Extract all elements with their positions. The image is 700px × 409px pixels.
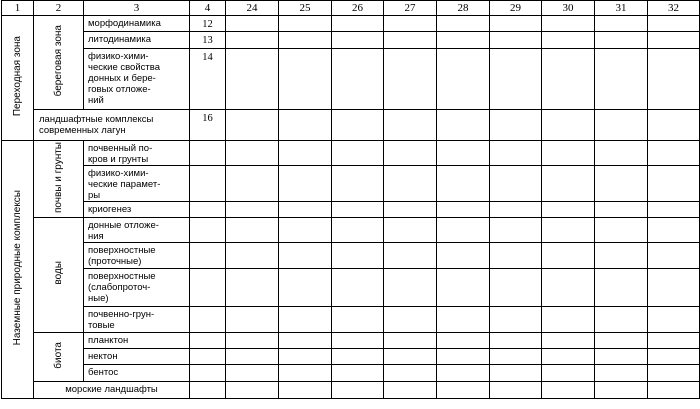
- empty-cell: [226, 49, 279, 110]
- empty-cell: [226, 243, 279, 269]
- empty-cell: [490, 382, 542, 399]
- header-cell: 26: [332, 1, 384, 16]
- empty-cell: [542, 365, 595, 382]
- subgroup-label-coastal-zone: береговая зона: [34, 16, 84, 110]
- empty-cell: [490, 365, 542, 382]
- empty-cell: [384, 202, 437, 218]
- empty-cell: [226, 382, 279, 399]
- table-row: [2, 333, 700, 349]
- header-cell: 29: [490, 1, 542, 16]
- empty-cell: [542, 202, 595, 218]
- empty-cell: [542, 333, 595, 349]
- empty-cell: [226, 202, 279, 218]
- empty-cell: [384, 16, 437, 32]
- empty-cell: [595, 365, 648, 382]
- empty-cell: [542, 166, 595, 202]
- empty-cell: [542, 110, 595, 141]
- empty-cell: [595, 269, 648, 307]
- subgroup-label-waters: воды: [34, 218, 84, 333]
- empty-cell: [542, 32, 595, 49]
- empty-cell: [226, 333, 279, 349]
- empty-cell: [490, 166, 542, 202]
- row-name: нектон: [84, 349, 190, 365]
- row-number: 12: [190, 16, 226, 32]
- empty-cell: [490, 49, 542, 110]
- empty-cell: [595, 32, 648, 49]
- row-name: поверхностные (слабопроточ- ные): [84, 269, 190, 307]
- empty-cell: [648, 382, 700, 399]
- empty-cell: [279, 218, 332, 243]
- empty-cell: [490, 269, 542, 307]
- empty-cell: [384, 382, 437, 399]
- empty-cell: [437, 141, 490, 166]
- empty-cell: [595, 333, 648, 349]
- table-row: [2, 269, 700, 307]
- header-cell: 4: [190, 1, 226, 16]
- table-row: [2, 202, 700, 218]
- table-row: [2, 382, 700, 399]
- empty-cell: [490, 16, 542, 32]
- empty-cell: [384, 333, 437, 349]
- empty-cell: [648, 269, 700, 307]
- empty-cell: [595, 141, 648, 166]
- data-table: [1, 0, 700, 399]
- empty-cell: [384, 349, 437, 365]
- empty-cell: [226, 32, 279, 49]
- empty-cell: [648, 333, 700, 349]
- empty-cell: [332, 243, 384, 269]
- row-name: донные отложе- ния: [84, 218, 190, 243]
- empty-cell: [190, 243, 226, 269]
- row-name: поверхностные (проточные): [84, 243, 190, 269]
- empty-cell: [490, 202, 542, 218]
- row-name: планктон: [84, 333, 190, 349]
- empty-cell: [190, 382, 226, 399]
- empty-cell: [226, 307, 279, 333]
- empty-cell: [190, 365, 226, 382]
- header-cell: 30: [542, 1, 595, 16]
- empty-cell: [437, 16, 490, 32]
- empty-cell: [226, 166, 279, 202]
- table-row: [2, 365, 700, 382]
- empty-cell: [542, 218, 595, 243]
- empty-cell: [279, 307, 332, 333]
- empty-cell: [437, 32, 490, 49]
- table-row: [2, 16, 700, 32]
- header-cell: 28: [437, 1, 490, 16]
- empty-cell: [226, 218, 279, 243]
- group-label-terrestrial-complexes: Наземные природные комплексы: [2, 141, 34, 399]
- empty-cell: [490, 110, 542, 141]
- header-cell: 32: [648, 1, 700, 16]
- table-row: [2, 32, 700, 49]
- empty-cell: [648, 141, 700, 166]
- empty-cell: [279, 166, 332, 202]
- group-label-transition-zone: Переходная зона: [2, 16, 34, 141]
- empty-cell: [384, 269, 437, 307]
- empty-cell: [332, 218, 384, 243]
- table-row: [2, 141, 700, 166]
- empty-cell: [332, 16, 384, 32]
- empty-cell: [332, 32, 384, 49]
- empty-cell: [542, 141, 595, 166]
- empty-cell: [226, 16, 279, 32]
- empty-cell: [332, 202, 384, 218]
- empty-cell: [648, 365, 700, 382]
- empty-cell: [542, 307, 595, 333]
- empty-cell: [332, 365, 384, 382]
- empty-cell: [648, 243, 700, 269]
- empty-cell: [384, 49, 437, 110]
- row-name: криогенез: [84, 202, 190, 218]
- empty-cell: [437, 382, 490, 399]
- table-row: [2, 307, 700, 333]
- empty-cell: [542, 49, 595, 110]
- empty-cell: [490, 307, 542, 333]
- row-name: морфодинамика: [84, 16, 190, 32]
- empty-cell: [384, 365, 437, 382]
- header-row: [2, 1, 700, 16]
- subgroup-label-biota: биота: [34, 333, 84, 382]
- empty-cell: [595, 243, 648, 269]
- empty-cell: [595, 349, 648, 365]
- empty-cell: [384, 141, 437, 166]
- empty-cell: [190, 166, 226, 202]
- table-row: [2, 166, 700, 202]
- empty-cell: [384, 218, 437, 243]
- empty-cell: [490, 141, 542, 166]
- empty-cell: [190, 269, 226, 307]
- table-row: [2, 49, 700, 110]
- row-name: почвенно-грун- товые: [84, 307, 190, 333]
- table-row: [2, 110, 700, 141]
- empty-cell: [332, 307, 384, 333]
- empty-cell: [437, 202, 490, 218]
- header-cell: 24: [226, 1, 279, 16]
- empty-cell: [279, 110, 332, 141]
- empty-cell: [332, 141, 384, 166]
- empty-cell: [542, 349, 595, 365]
- empty-cell: [332, 166, 384, 202]
- empty-cell: [279, 349, 332, 365]
- row-name: литодинамика: [84, 32, 190, 49]
- empty-cell: [279, 333, 332, 349]
- empty-cell: [279, 382, 332, 399]
- empty-cell: [542, 16, 595, 32]
- row-name-marine-landscapes: морские ландшафты: [34, 382, 190, 399]
- row-name: физико-хими- ческие парамет- ры: [84, 166, 190, 202]
- empty-cell: [437, 307, 490, 333]
- header-cell: 1: [2, 1, 34, 16]
- header-cell: 2: [34, 1, 84, 16]
- empty-cell: [384, 110, 437, 141]
- empty-cell: [332, 269, 384, 307]
- empty-cell: [648, 166, 700, 202]
- empty-cell: [490, 218, 542, 243]
- empty-cell: [226, 365, 279, 382]
- header-cell: 31: [595, 1, 648, 16]
- empty-cell: [648, 110, 700, 141]
- empty-cell: [384, 243, 437, 269]
- empty-cell: [332, 333, 384, 349]
- empty-cell: [190, 333, 226, 349]
- empty-cell: [437, 166, 490, 202]
- empty-cell: [595, 202, 648, 218]
- empty-cell: [332, 382, 384, 399]
- empty-cell: [437, 349, 490, 365]
- row-number: 16: [190, 110, 226, 141]
- header-cell: 27: [384, 1, 437, 16]
- empty-cell: [542, 382, 595, 399]
- empty-cell: [279, 141, 332, 166]
- empty-cell: [595, 16, 648, 32]
- empty-cell: [190, 307, 226, 333]
- row-name: физико-хими- ческие свойства донных и бере- говых отложе- ний: [84, 49, 190, 110]
- empty-cell: [226, 269, 279, 307]
- header-cell: 3: [84, 1, 190, 16]
- empty-cell: [279, 16, 332, 32]
- empty-cell: [595, 382, 648, 399]
- empty-cell: [437, 269, 490, 307]
- empty-cell: [595, 110, 648, 141]
- empty-cell: [490, 32, 542, 49]
- empty-cell: [437, 243, 490, 269]
- empty-cell: [648, 32, 700, 49]
- empty-cell: [595, 49, 648, 110]
- empty-cell: [226, 349, 279, 365]
- empty-cell: [279, 243, 332, 269]
- empty-cell: [332, 49, 384, 110]
- row-number: 13: [190, 32, 226, 49]
- empty-cell: [595, 166, 648, 202]
- empty-cell: [190, 202, 226, 218]
- empty-cell: [190, 141, 226, 166]
- empty-cell: [190, 218, 226, 243]
- empty-cell: [437, 49, 490, 110]
- empty-cell: [648, 16, 700, 32]
- table-row: [2, 218, 700, 243]
- empty-cell: [437, 218, 490, 243]
- empty-cell: [279, 202, 332, 218]
- empty-cell: [226, 141, 279, 166]
- empty-cell: [648, 307, 700, 333]
- empty-cell: [190, 349, 226, 365]
- empty-cell: [279, 269, 332, 307]
- empty-cell: [542, 243, 595, 269]
- empty-cell: [542, 269, 595, 307]
- row-number: 14: [190, 49, 226, 110]
- empty-cell: [648, 49, 700, 110]
- empty-cell: [490, 333, 542, 349]
- empty-cell: [437, 333, 490, 349]
- row-name: почвенный по- кров и грунты: [84, 141, 190, 166]
- empty-cell: [384, 307, 437, 333]
- empty-cell: [648, 202, 700, 218]
- empty-cell: [648, 349, 700, 365]
- empty-cell: [490, 243, 542, 269]
- row-name-lagoons: ландшафтные комплексы современных лагун: [34, 110, 190, 141]
- table-row: [2, 349, 700, 365]
- empty-cell: [595, 307, 648, 333]
- header-cell: 25: [279, 1, 332, 16]
- empty-cell: [332, 349, 384, 365]
- empty-cell: [279, 365, 332, 382]
- subgroup-label-soils: почвы и грунты: [34, 141, 84, 218]
- table-row: [2, 243, 700, 269]
- empty-cell: [226, 110, 279, 141]
- empty-cell: [437, 365, 490, 382]
- empty-cell: [384, 166, 437, 202]
- empty-cell: [384, 32, 437, 49]
- row-name: бентос: [84, 365, 190, 382]
- empty-cell: [279, 49, 332, 110]
- empty-cell: [332, 110, 384, 141]
- empty-cell: [648, 218, 700, 243]
- empty-cell: [490, 349, 542, 365]
- empty-cell: [437, 110, 490, 141]
- empty-cell: [279, 32, 332, 49]
- empty-cell: [595, 218, 648, 243]
